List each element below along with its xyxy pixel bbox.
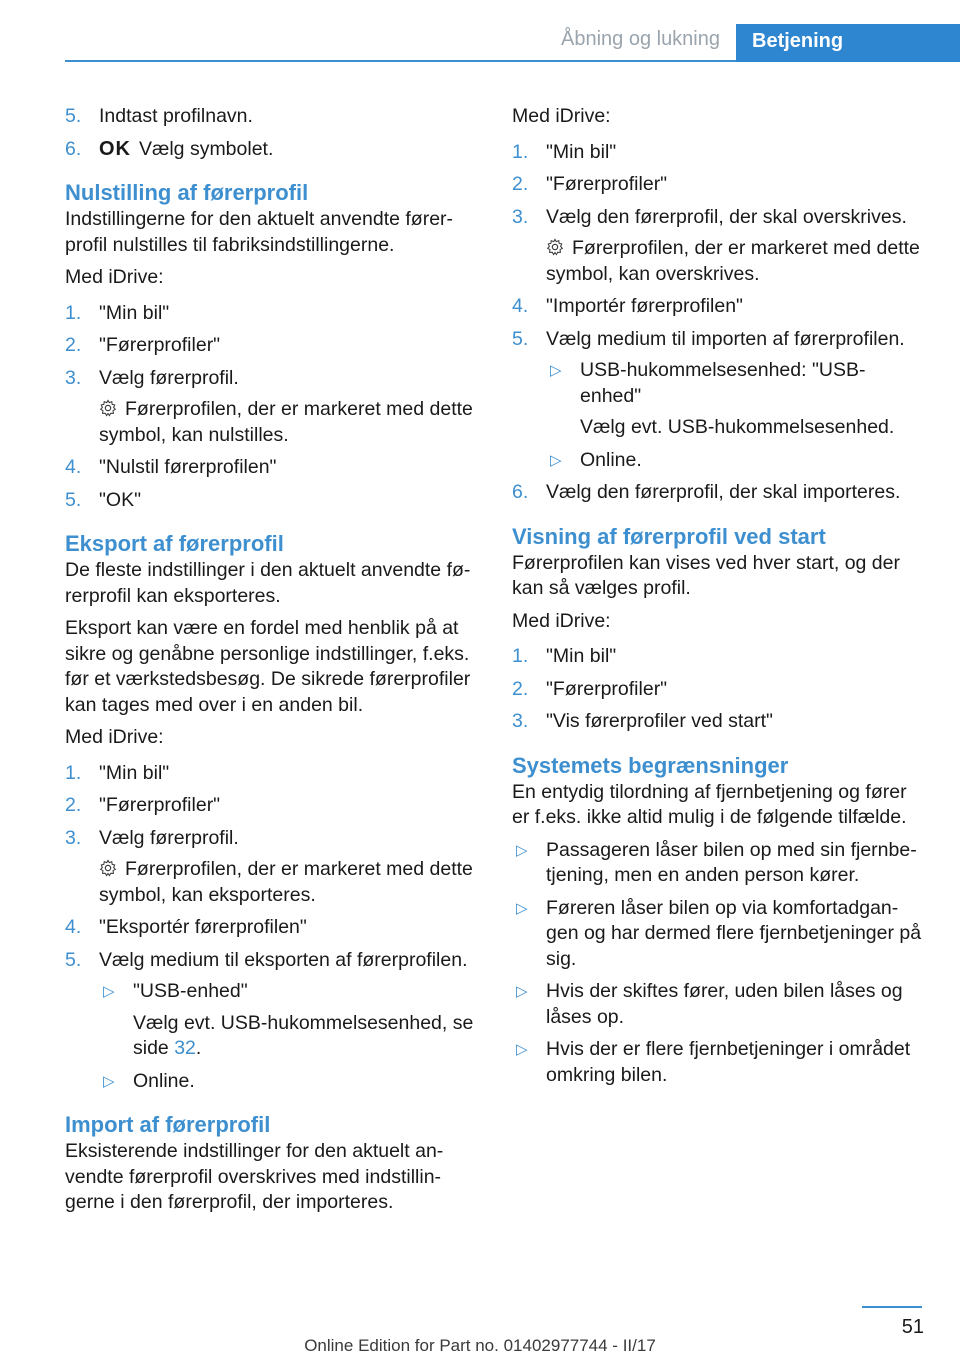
bullet-icon: ▷ (103, 983, 115, 1000)
bullet-list (512, 838, 924, 1089)
bullet-item: ▷ USB-hukommelsesenhed: "USB-enhed" Vælg evt. USB-hukommelsesenhed. (550, 359, 895, 438)
right-column (512, 104, 924, 1095)
ok-icon: OK (99, 137, 131, 160)
list-item: 4. "Eksportér førerprofilen" (65, 916, 307, 938)
list-note: Førerprofilen, der er markeret med dette symbol, kan eksporteres. (99, 858, 473, 906)
edition-note: Online Edition for Part no. 01402977744 - II/17 (304, 1336, 656, 1355)
page-header (65, 24, 960, 62)
paragraph: De fleste indstillinger i den aktuelt anvendte fø-rerprofil kan eksporteres. (65, 559, 471, 607)
page-number: 51 (901, 1316, 924, 1338)
ordered-list (65, 301, 483, 514)
bullet-item: ▷ "USB-enhed" Vælg evt. USB-hukommelsesenhed, se side 32. (103, 980, 474, 1059)
list-note: Førerprofilen, der er markeret med dette symbol, kan nulstilles. (99, 398, 473, 446)
footer-divider (862, 1306, 922, 1308)
section-heading: Eksport af førerprofil (65, 531, 284, 556)
ordered-list (512, 140, 924, 506)
paragraph: Med iDrive: (512, 105, 611, 127)
list-item: 3. "Vis førerprofiler ved start" (512, 710, 773, 732)
chapter-tab: Betjening (736, 24, 960, 62)
paragraph: Eksisterende indstillinger for den aktuelt an-vendte førerprofil overskrives med indstillin-gerne i den førerprofil, der importeres. (65, 1140, 444, 1213)
list-note: Førerprofilen, der er markeret med dette symbol, kan overskrives. (546, 237, 920, 285)
list-item: 6. Vælg den førerprofil, der skal importeres. (512, 481, 901, 503)
bullet-icon: ▷ (550, 451, 562, 469)
paragraph: Indstillingerne for den aktuelt anvendte fører-profil nulstilles til fabriksindstillingerne. (65, 208, 454, 256)
list-item: 3. Vælg førerprofil. Førerprofilen, der er markeret med dette symbol, kan eksporteres. (65, 826, 483, 909)
section-heading: Systemets begrænsninger (512, 752, 789, 778)
list-item: 2. "Førerprofiler" (512, 173, 668, 195)
bullet-item: ▷ Online. (99, 1069, 483, 1095)
list-item: 1. "Min bil" (65, 301, 170, 324)
list-item: 5. "OK" (65, 488, 142, 511)
bullet-icon: ▷ (103, 1072, 115, 1090)
section-title: Åbning og lukning (560, 28, 720, 50)
bullet-list (99, 979, 483, 1094)
list-item: 1. "Min bil" (512, 140, 617, 163)
gear-icon (99, 859, 117, 877)
bullet-item: ▷ Passageren låser bilen op med sin fjernbe-tjening, men en anden person kører. (516, 838, 917, 886)
paragraph: Førerprofilen kan vises ved hver start, og der kan så vælges profil. (512, 551, 900, 599)
paragraph: En entydig tilordning af fjernbetjening og fører er f.eks. ikke altid mulig i de følgende tilfælde. (512, 780, 907, 828)
paragraph: Med iDrive: (65, 266, 164, 288)
gear-icon (99, 399, 117, 417)
list-item: 2. "Førerprofiler" (65, 794, 221, 816)
list-item: 5. Indtast profilnavn. (65, 105, 253, 127)
list-item: 3. Vælg den førerprofil, der skal overskrives. Førerprofilen, der er markeret med dette symbol, kan overskrives. (512, 205, 924, 288)
list-item: 5. Vælg medium til eksporten af førerprofilen. ▷ "USB-enhed" Vælg evt. USB-hukommelsesenhed, se side 32. ▷ Online. (65, 948, 483, 1095)
list-item: 2. "Førerprofiler" (512, 677, 668, 700)
bullet-item: ▷ Hvis der skiftes fører, uden bilen låses og låses op. (516, 980, 903, 1028)
bullet-icon: ▷ (516, 899, 528, 917)
gear-icon (546, 238, 564, 256)
paragraph: Eksport kan være en fordel med henblik på at sikre og genåbne personlige indstillinger, f.eks. før et værkstedsbesøg. De sikrede førerprofiler kan tages med over i en anden bil. (65, 617, 471, 716)
bullet-list (546, 358, 924, 473)
bullet-item: ▷ Hvis der er flere fjernbetjeninger i området omkring bilen. (516, 1038, 911, 1086)
list-item: 6. OK Vælg symbolet. (65, 137, 483, 163)
ordered-list (65, 761, 483, 1095)
section-heading: Nulstilling af førerprofil (65, 180, 309, 205)
bullet-icon: ▷ (550, 362, 562, 379)
bullet-icon: ▷ (516, 1041, 528, 1058)
list-item: 2. "Førerprofiler" (65, 334, 221, 356)
bullet-icon: ▷ (516, 841, 528, 859)
left-column (65, 104, 483, 1223)
list-item: 1. "Min bil" (512, 645, 617, 667)
list-item: 4. "Importér førerprofilen" (512, 295, 743, 317)
list-item: 3. Vælg førerprofil. Førerprofilen, der er markeret med dette symbol, kan nulstilles. (65, 366, 483, 449)
list-item: 5. Vælg medium til importen af førerprofilen. ▷ USB-hukommelsesenhed: "USB-enhed" Vælg evt. USB-hukommelsesenhed. ▷ Online. (512, 327, 924, 474)
ordered-list (512, 644, 924, 735)
bullet-item: ▷ Føreren låser bilen op via komfortadgan-gen og har dermed flere fjernbetjeninger på sig. (516, 896, 922, 970)
bullet-item: ▷ Online. (546, 448, 924, 474)
bullet-icon: ▷ (516, 983, 528, 1000)
list-item: 4. "Nulstil førerprofilen" (65, 456, 277, 478)
page-link[interactable]: 32 (174, 1037, 196, 1059)
paragraph: Med iDrive: (512, 609, 611, 632)
list-item: 1. "Min bil" (65, 761, 170, 784)
section-heading: Import af førerprofil (65, 1112, 271, 1137)
section-heading: Visning af førerprofil ved start (512, 523, 826, 549)
paragraph: Med iDrive: (65, 726, 164, 748)
